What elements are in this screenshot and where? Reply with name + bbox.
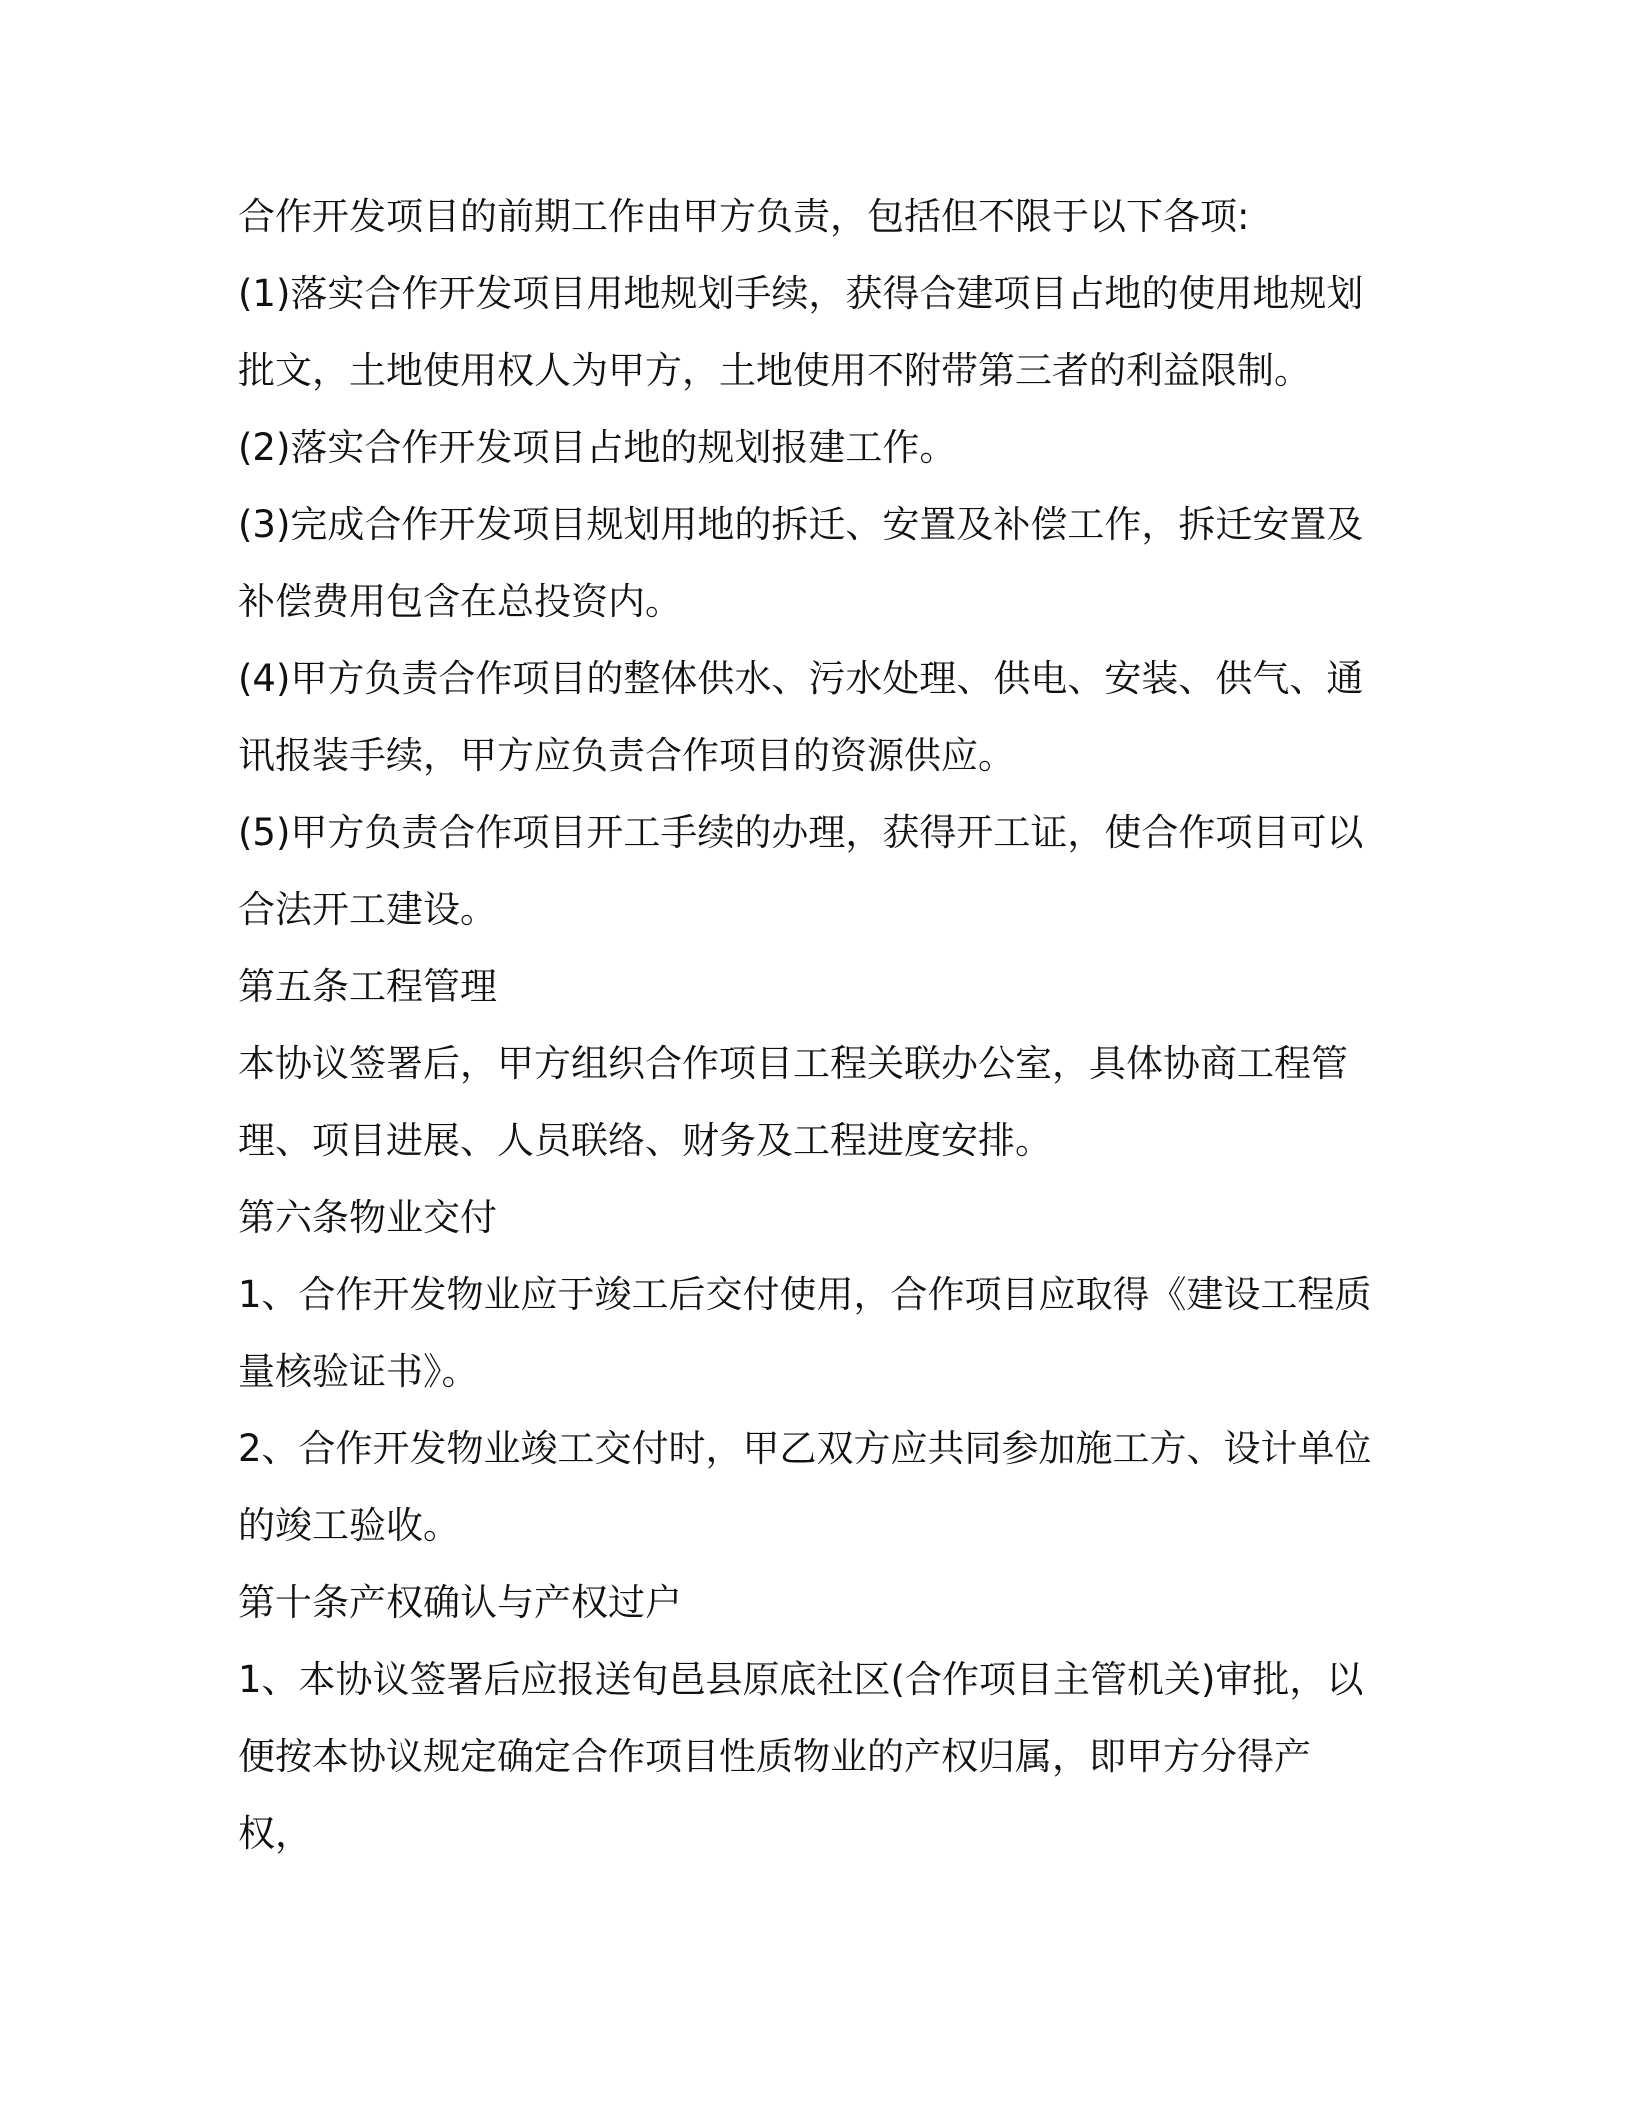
body-text-line: (4)甲方负责合作项目的整体供水、污水处理、供电、安装、供气、通: [238, 657, 1364, 700]
body-text-line: 批文，土地使用权人为甲方，土地使用不附带第三者的利益限制。: [238, 349, 1311, 392]
section-heading: 第十条产权确认与产权过户: [238, 1581, 682, 1624]
section-heading: 第五条工程管理: [238, 965, 497, 1008]
body-text-line: (1)落实合作开发项目用地规划手续，获得合建项目占地的使用地规划: [238, 272, 1364, 315]
body-text-line: 1、本协议签署后应报送旬邑县原底社区(合作项目主管机关)审批，以: [238, 1658, 1364, 1701]
body-text-line: 2、合作开发物业竣工交付时，甲乙双方应共同参加施工方、设计单位: [238, 1427, 1372, 1470]
body-text-line: 讯报装手续，甲方应负责合作项目的资源供应。: [238, 734, 1015, 777]
section-heading: 第六条物业交付: [238, 1196, 497, 1239]
body-text-line: 合作开发项目的前期工作由甲方负责，包括但不限于以下各项:: [238, 195, 1250, 238]
body-text-line: 补偿费用包含在总投资内。: [238, 580, 682, 623]
body-text-line: (2)落实合作开发项目占地的规划报建工作。: [238, 426, 957, 469]
body-text-line: 1、合作开发物业应于竣工后交付使用，合作项目应取得《建设工程质: [238, 1273, 1372, 1316]
body-text-line: 本协议签署后，甲方组织合作项目工程关联办公室，具体协商工程管: [238, 1042, 1348, 1085]
body-text-line: 的竣工验收。: [238, 1504, 460, 1547]
body-text-line: 量核验证书》。: [238, 1350, 479, 1393]
body-text-line: 权，: [238, 1812, 312, 1855]
body-text-line: (5)甲方负责合作项目开工手续的办理，获得开工证，使合作项目可以: [238, 811, 1364, 854]
body-text-line: 理、项目进展、人员联络、财务及工程进度安排。: [238, 1119, 1052, 1162]
body-text-line: 便按本协议规定确定合作项目性质物业的产权归属，即甲方分得产: [238, 1735, 1311, 1778]
body-text-line: 合法开工建设。: [238, 888, 497, 931]
body-text-line: (3)完成合作开发项目规划用地的拆迁、安置及补偿工作，拆迁安置及: [238, 503, 1364, 546]
